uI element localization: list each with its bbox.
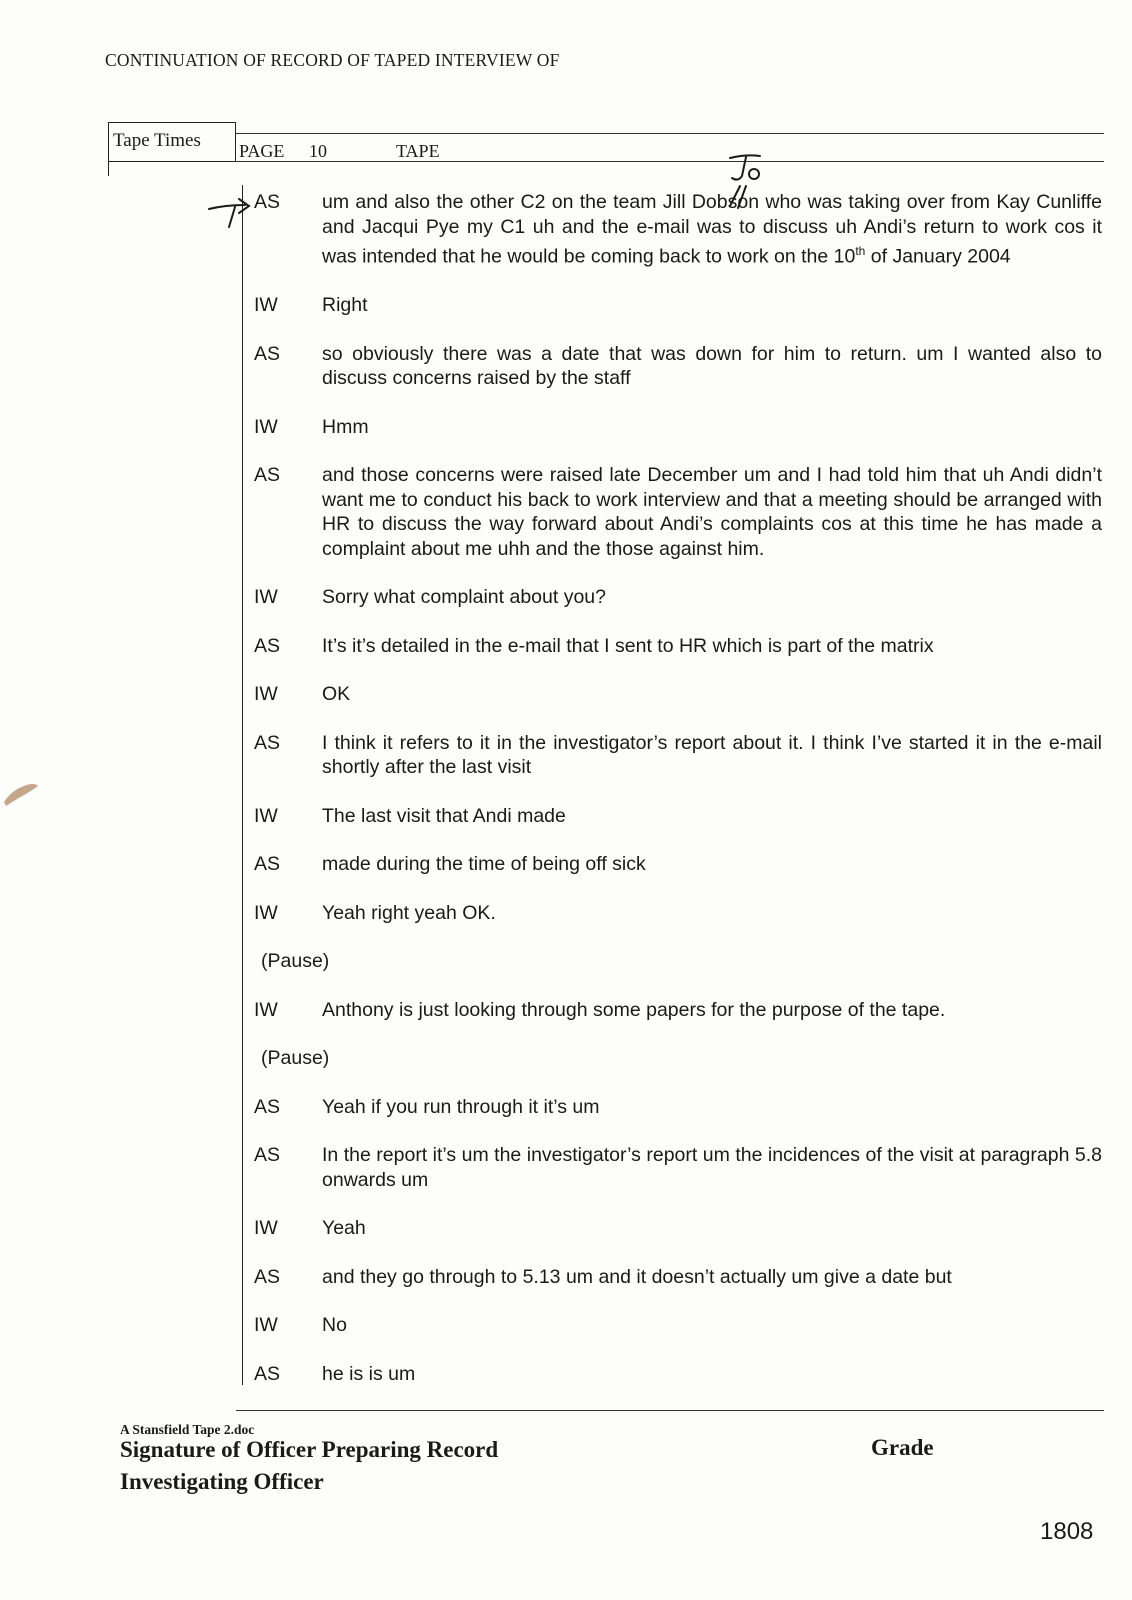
speech-text: Right: [322, 294, 368, 316]
speech-text: Yeah if you run through it it’s um: [322, 1095, 600, 1118]
speech-text: so obviously there was a date that was down for him to return. um I wanted also to discuss concerns raised by the staff: [322, 342, 1102, 389]
transcript-entry: [250, 190, 1102, 269]
speech-text: made during the time of being off sick: [322, 853, 646, 875]
transcript-entry: [250, 804, 1102, 829]
transcript-entry: [250, 1313, 1102, 1338]
transcript-entry: [250, 585, 1102, 610]
speech-text: Yeah right yeah OK.: [322, 901, 496, 924]
pause-note: (Pause): [261, 1047, 330, 1069]
header-rule-top: [236, 133, 1104, 134]
speaker-label: AS: [254, 1144, 281, 1166]
speech-text: I think it refers to it in the investigator’s report about it. I think I’ve started it in the e-mail shortly after the last visit: [322, 731, 1102, 778]
speaker-label: AS: [254, 634, 281, 657]
transcript-entry: [250, 1362, 1102, 1387]
speaker-label: IW: [254, 901, 278, 924]
speaker-label: AS: [254, 731, 281, 754]
pause-note: (Pause): [261, 950, 330, 972]
speaker-label: AS: [254, 1265, 281, 1288]
speaker-label: IW: [254, 586, 278, 608]
speech-text: and they go through to 5.13 um and it doesn’t actually um give a date but: [322, 1265, 952, 1288]
transcript-entry: [250, 731, 1102, 780]
stain-mark-icon: [2, 778, 40, 808]
speech-text: No: [322, 1314, 347, 1336]
tape-label: TAPE: [396, 141, 440, 161]
grade-label: Grade: [871, 1435, 934, 1460]
transcript-entry: [250, 634, 1102, 659]
transcript-entry: [250, 1265, 1102, 1290]
footer-rule: [236, 1410, 1104, 1411]
speech-text: and those concerns were raised late December um and I had told him that uh Andi didn’t want me to conduct his back to work interview and that a meeting should be arranged with HR to discuss the way forward about Andi’s complaints cos at this time he has made a complaint about me uhh and the those against him.: [322, 464, 1102, 560]
transcript-entry: [250, 998, 1102, 1023]
speech-text: In the report it’s um the investigator’s report um the incidences of the visit at paragraph 5.8 onwards um: [322, 1144, 1102, 1191]
tape-times-bracket: [108, 162, 109, 176]
speech-text: Sorry what complaint about you?: [322, 586, 606, 608]
transcript-entry: [250, 463, 1102, 561]
speaker-label: AS: [254, 1362, 281, 1385]
transcript-entry: [250, 342, 1102, 391]
transcript-entry: [250, 415, 1102, 440]
speaker-label: IW: [254, 998, 278, 1021]
speaker-label: IW: [254, 1217, 278, 1239]
speaker-label: IW: [254, 415, 278, 438]
document-header-title: CONTINUATION OF RECORD OF TAPED INTERVIEW OF: [105, 50, 560, 70]
page-number: 10: [309, 141, 327, 161]
speaker-label: IW: [254, 294, 278, 316]
page-stamp-number: 1808: [1040, 1518, 1094, 1545]
ordinal-suffix: th: [855, 244, 866, 258]
speaker-label: AS: [254, 342, 281, 365]
header-rule-bottom: [236, 161, 1104, 162]
speaker-label: IW: [254, 683, 278, 705]
speaker-label: AS: [254, 853, 281, 875]
speaker-label: AS: [254, 1095, 281, 1118]
speech-text: um and also the other C2 on the team Jill Dobson who was taking over from Kay Cunliffe and Jacqui Pye my C1 uh and the e-mail was to discuss uh Andi’s return to work cos it was intended that he would be coming back to work on the 10th of January 2004: [322, 191, 1102, 268]
speech-text: OK: [322, 683, 351, 705]
speaker-label: AS: [254, 191, 281, 213]
transcript-entry: [250, 1143, 1102, 1192]
transcript-entry: [250, 293, 1102, 318]
transcript-entry: [250, 1095, 1102, 1120]
speaker-label: AS: [254, 464, 281, 486]
transcript-entry: [250, 852, 1102, 877]
speech-text: Hmm: [322, 415, 369, 438]
transcript-margin-line: [242, 185, 243, 1385]
investigating-officer-label: Investigating Officer: [120, 1469, 324, 1494]
speech-text: It’s it’s detailed in the e-mail that I sent to HR which is part of the matrix: [322, 634, 934, 657]
speaker-label: IW: [254, 1314, 278, 1336]
speech-text: Anthony is just looking through some papers for the purpose of the tape.: [322, 998, 946, 1021]
speaker-label: IW: [254, 804, 278, 827]
transcript-entry: [250, 901, 1102, 926]
transcript-entry: [250, 682, 1102, 707]
transcript-entry: [250, 1216, 1102, 1241]
signature-label: Signature of Officer Preparing Record: [120, 1437, 499, 1462]
transcript-body: [250, 190, 1102, 1410]
speech-text: The last visit that Andi made: [322, 804, 566, 827]
tape-times-label: Tape Times: [108, 122, 236, 162]
speech-text: Yeah: [322, 1217, 366, 1239]
speech-text: he is is um: [322, 1362, 416, 1385]
page-label: PAGE: [239, 141, 285, 161]
footer-filename: A Stansfield Tape 2.doc: [120, 1422, 255, 1437]
margin-arrow-icon: [205, 193, 253, 235]
